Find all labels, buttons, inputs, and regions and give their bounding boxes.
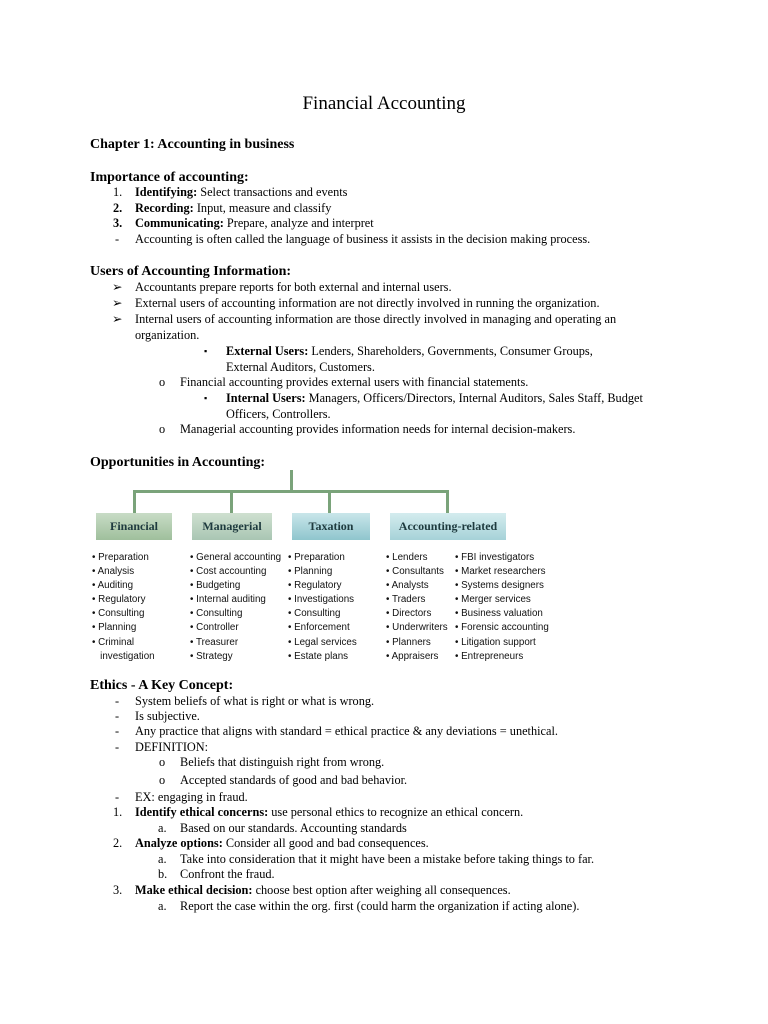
list-item: • Preparation (288, 552, 345, 563)
list-item: • Market researchers (455, 566, 546, 578)
item-text: Select transactions and events (197, 185, 348, 199)
list-number: 2. (113, 201, 123, 215)
letter-marker: a. (158, 852, 167, 866)
list-item: • Regulatory (288, 580, 342, 592)
list-item: • Budgeting (190, 580, 241, 592)
internal-users-text: Managers, Officers/Directors, Internal Auditors, Sales Staff, Budget (305, 391, 643, 405)
circle-marker: o (159, 773, 166, 787)
item-term: Communicating: (135, 216, 224, 230)
list-item: • Directors (386, 608, 432, 620)
list-item: • Criminal (92, 636, 135, 648)
connector-line (133, 490, 136, 513)
list-item: • Appraisers (386, 650, 439, 662)
users-heading: Users of Accounting Information: (90, 264, 292, 279)
circle-marker: o (159, 375, 166, 389)
list-item: • Estate plans (288, 650, 349, 662)
substep-text: Take into consideration that it might have been a mistake before taking things to far. (180, 852, 595, 866)
list-item: • Strategy (190, 650, 233, 662)
connector-line (328, 490, 331, 513)
category-financial: Financial (96, 513, 172, 540)
chapter-heading: Chapter 1: Accounting in business (90, 137, 295, 152)
arrow-item-text: Internal users of accounting information are those directly involved in managing and operating an (135, 312, 617, 326)
list-item: • Planning (92, 622, 137, 634)
list-item: • Systems designers (455, 580, 544, 592)
item-term: Identifying: (135, 185, 198, 199)
financial-note-text: Financial accounting provides external users with financial statements. (180, 375, 529, 389)
example-text: EX: engaging in fraud. (135, 790, 248, 804)
arrow-item-text: External users of accounting information are not directly involved in running the organization. (135, 296, 600, 310)
definition-text: Beliefs that distinguish right from wrong. (180, 755, 385, 769)
managerial-note-text: Managerial accounting provides information needs for internal decision-makers. (180, 422, 576, 436)
list-item: • Auditing (92, 580, 134, 592)
square-marker: ▪ (204, 346, 208, 356)
financial-column (92, 551, 155, 664)
definition-text: Accepted standards of good and bad behavior. (180, 773, 408, 787)
substep-text: Based on our standards. Accounting standards (180, 821, 407, 835)
square-marker: ▪ (204, 393, 208, 403)
dash-marker: - (115, 724, 120, 738)
step-text: use personal ethics to recognize an ethical concern. (268, 805, 524, 819)
list-item: • Preparation (92, 552, 149, 563)
taxation-column (288, 551, 357, 664)
item-text: Prepare, analyze and interpret (223, 216, 374, 230)
list-item: • Internal auditing (190, 594, 266, 606)
step-text: Consider all good and bad consequences. (222, 836, 429, 850)
accounting-related-column-2 (455, 551, 549, 664)
external-users-term: External Users: (226, 344, 309, 358)
list-item: • FBI investigators (455, 552, 535, 563)
list-item: • Enforcement (288, 622, 350, 634)
dash-marker: - (115, 709, 120, 723)
circle-marker: o (159, 422, 166, 436)
list-number: 1. (113, 805, 123, 819)
dash-item-text: Any practice that aligns with standard = ethical practice & any deviations = unethical. (135, 724, 558, 738)
dash-item-text: Is subjective. (135, 709, 200, 723)
arrow-marker: ➢ (112, 280, 123, 294)
arrow-item-text: Accountants prepare reports for both external and internal users. (135, 280, 452, 294)
note-text: Accounting is often called the language of business it assists in the decision making process. (135, 232, 591, 246)
external-users-continuation: External Auditors, Customers. (226, 360, 375, 374)
list-item: • Analysts (386, 580, 429, 592)
step-term: Identify ethical concerns: (135, 805, 269, 819)
list-item: • Traders (386, 594, 426, 606)
substep-text: Report the case within the org. first (could harm the organization if acting alone). (180, 899, 580, 913)
list-item: • Regulatory (92, 594, 146, 606)
step-text: choose best option after weighing all consequences. (252, 883, 511, 897)
ethics-heading: Ethics - A Key Concept: (90, 678, 234, 693)
importance-heading: Importance of accounting: (90, 170, 249, 185)
connector-line (290, 470, 293, 492)
dash-marker: - (115, 790, 120, 804)
dash-item-text: DEFINITION: (135, 740, 209, 754)
list-item: • Consultants (386, 566, 444, 578)
list-item: • Planners (386, 636, 431, 648)
list-item: • Cost accounting (190, 566, 267, 578)
step-term: Make ethical decision: (135, 883, 253, 897)
arrow-marker: ➢ (112, 312, 123, 326)
list-item: • Analysis (92, 566, 135, 578)
circle-marker: o (159, 755, 166, 769)
list-number: 1. (113, 185, 123, 199)
opportunities-heading: Opportunities in Accounting: (90, 455, 266, 470)
dash-item-text: System beliefs of what is right or what is wrong. (135, 694, 375, 708)
list-item: investigation (92, 650, 155, 662)
item-term: Recording: (135, 201, 194, 215)
category-accounting-related: Accounting-related (390, 513, 506, 540)
arrow-item-continuation: organization. (135, 328, 200, 342)
letter-marker: b. (158, 867, 168, 881)
connector-line (230, 490, 233, 513)
arrow-marker: ➢ (112, 296, 123, 310)
substep-text: Confront the fraud. (180, 867, 275, 881)
dash-marker: - (115, 740, 120, 754)
list-item: • Investigations (288, 594, 355, 606)
item-text: Input, measure and classify (193, 201, 332, 215)
step-term: Analyze options: (135, 836, 223, 850)
list-item: • Planning (288, 566, 333, 578)
list-item: • Consulting (92, 608, 145, 620)
list-item: • Consulting (288, 608, 341, 620)
internal-users-term: Internal Users: (226, 391, 306, 405)
connector-line (446, 490, 449, 513)
external-users-text: Lenders, Shareholders, Governments, Consumer Groups, (308, 344, 593, 358)
list-item: • Entrepreneurs (455, 650, 524, 662)
list-item: • General accounting (190, 552, 282, 563)
list-item: • Merger services (455, 594, 531, 606)
list-item: • Lenders (386, 552, 428, 563)
dash-marker: - (115, 232, 120, 246)
opportunities-diagram (88, 468, 548, 668)
category-managerial: Managerial (192, 513, 272, 540)
list-number: 3. (113, 883, 123, 897)
document-title: Financial Accounting (302, 93, 466, 114)
list-item: • Consulting (190, 608, 243, 620)
list-item: • Controller (190, 622, 239, 634)
dash-marker: - (115, 694, 120, 708)
accounting-related-column-1 (386, 551, 448, 664)
managerial-column (190, 551, 281, 664)
internal-users-continuation: Officers, Controllers. (226, 407, 331, 421)
category-taxation: Taxation (292, 513, 370, 540)
list-item: • Litigation support (455, 636, 536, 648)
list-item: • Business valuation (455, 608, 543, 620)
list-number: 3. (113, 216, 123, 230)
letter-marker: a. (158, 899, 167, 913)
list-item: • Legal services (288, 636, 357, 648)
list-item: • Treasurer (190, 636, 239, 648)
list-item: • Underwriters (386, 622, 448, 634)
list-number: 2. (113, 836, 123, 850)
connector-line (133, 490, 449, 493)
list-item: • Forensic accounting (455, 622, 549, 634)
letter-marker: a. (158, 821, 167, 835)
